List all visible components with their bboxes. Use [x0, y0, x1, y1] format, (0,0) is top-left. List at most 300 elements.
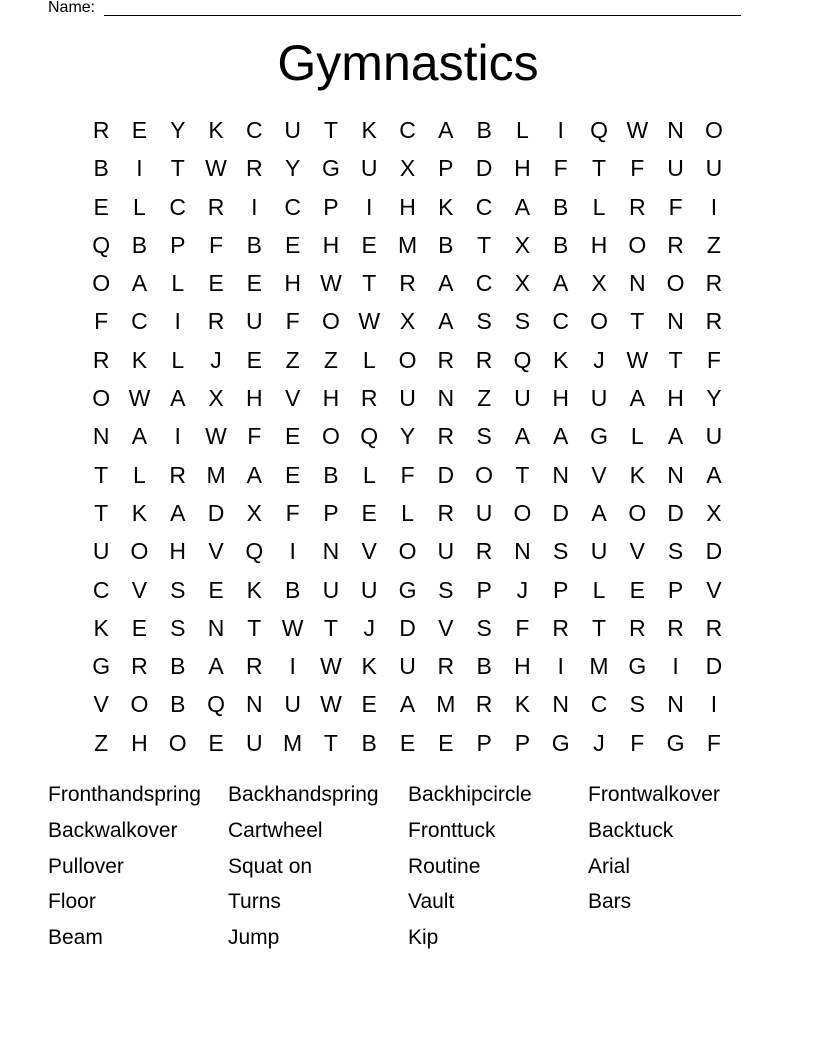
grid-letter: G: [551, 729, 570, 756]
grid-letter: I: [557, 653, 564, 680]
grid-letter: O: [628, 231, 647, 258]
grid-row: [82, 188, 733, 226]
grid-letter: K: [361, 653, 377, 680]
grid-letter: P: [438, 155, 454, 182]
grid-letter: O: [398, 538, 417, 565]
grid-letter: O: [130, 691, 149, 718]
grid-letter: N: [667, 308, 684, 335]
grid-letter: I: [136, 155, 143, 182]
grid-letter: X: [514, 270, 531, 297]
page-title: Gymnastics: [277, 35, 539, 91]
grid-letter: G: [398, 576, 417, 603]
grid-letter: O: [666, 270, 685, 297]
grid-letter: R: [552, 614, 570, 641]
grid-letter: Z: [477, 385, 492, 412]
grid-letter: A: [438, 308, 454, 335]
grid-letter: Q: [590, 117, 608, 143]
grid-letter: R: [92, 346, 110, 373]
grid-letter: B: [170, 691, 186, 718]
grid-letter: Q: [513, 346, 532, 373]
grid-letter: A: [438, 270, 454, 297]
grid-letter: J: [210, 346, 222, 373]
grid-letter: N: [667, 691, 684, 718]
grid-letter: K: [246, 576, 262, 603]
grid-letter: N: [207, 614, 225, 641]
grid-letter: D: [475, 155, 493, 182]
grid-letter: T: [630, 308, 645, 335]
grid-letter: M: [397, 231, 418, 258]
grid-letter: K: [514, 691, 531, 718]
word-list-item: Beam: [48, 926, 103, 950]
grid-letter: G: [666, 729, 685, 756]
grid-letter: S: [476, 423, 492, 450]
grid-letter: I: [672, 653, 679, 680]
grid-letter: F: [630, 729, 645, 756]
grid-letter: I: [366, 193, 373, 220]
grid-letter: N: [667, 461, 684, 488]
grid-letter: Q: [360, 423, 379, 450]
grid-letter: T: [170, 155, 185, 182]
grid-letter: L: [401, 499, 414, 526]
grid-letter: A: [208, 653, 224, 680]
grid-letter: F: [553, 155, 568, 182]
grid-letter: H: [169, 538, 187, 565]
word-list-item: Fronttuck: [408, 818, 496, 842]
grid-letter: J: [363, 614, 375, 641]
grid-letter: R: [92, 117, 110, 143]
grid-letter: C: [131, 308, 148, 335]
grid-letter: R: [437, 499, 455, 526]
grid-letter: I: [710, 691, 718, 718]
grid-letter: W: [358, 308, 381, 335]
grid-letter: S: [514, 308, 531, 335]
grid-letter: J: [593, 729, 605, 756]
grid-letter: R: [705, 308, 723, 335]
grid-row: [82, 379, 733, 417]
grid-letter: T: [323, 614, 338, 641]
grid-letter: E: [361, 499, 377, 526]
grid-letter: U: [399, 653, 416, 680]
grid-letter: A: [514, 193, 531, 220]
grid-letter: T: [247, 614, 262, 641]
grid-letter: F: [247, 423, 262, 450]
grid-letter: L: [362, 346, 376, 373]
grid-letter: F: [630, 155, 645, 182]
grid-letter: B: [438, 231, 454, 258]
grid-letter: G: [590, 423, 608, 450]
grid-letter: V: [629, 538, 645, 565]
grid-letter: R: [246, 155, 263, 182]
grid-letter: A: [629, 385, 645, 412]
grid-letter: F: [668, 193, 683, 220]
grid-letter: T: [477, 231, 492, 258]
grid-letter: W: [320, 270, 342, 297]
word-list-item: Backhipcircle: [408, 783, 532, 806]
grid-letter: H: [590, 231, 608, 258]
grid-letter: U: [360, 576, 378, 603]
grid-letter: G: [321, 155, 340, 182]
grid-letter: H: [667, 385, 684, 412]
grid-letter: O: [590, 308, 608, 335]
grid-letter: F: [515, 614, 530, 641]
grid-letter: E: [361, 231, 377, 258]
grid-letter: N: [552, 691, 570, 718]
grid-letter: E: [208, 270, 224, 297]
grid-letter: R: [246, 653, 263, 680]
grid-letter: A: [706, 461, 722, 488]
grid-letter: E: [208, 576, 224, 603]
grid-letter: U: [322, 576, 340, 603]
grid-letter: R: [667, 231, 684, 258]
grid-letter: R: [628, 614, 646, 641]
grid-letter: N: [322, 538, 340, 565]
grid-letter: U: [590, 538, 608, 565]
grid-row: [82, 532, 733, 570]
grid-letter: Y: [170, 117, 186, 143]
word-list: [48, 777, 768, 956]
grid-letter: A: [438, 117, 454, 143]
word-list-item: Pullover: [48, 854, 124, 878]
grid-row: [82, 226, 733, 264]
grid-letter: E: [629, 576, 645, 603]
grid-letter: T: [591, 155, 607, 182]
grid-letter: Q: [92, 231, 111, 258]
grid-letter: S: [170, 576, 186, 603]
grid-letter: X: [246, 499, 262, 526]
grid-letter: H: [514, 155, 531, 182]
grid-letter: H: [322, 385, 340, 412]
grid-letter: O: [513, 499, 532, 526]
grid-letter: R: [475, 691, 493, 718]
grid-letter: A: [514, 423, 531, 450]
grid-letter: S: [476, 308, 492, 335]
grid-letter: V: [591, 461, 607, 488]
grid-letter: R: [399, 270, 416, 297]
grid-letter: B: [246, 231, 262, 258]
grid-row: [82, 494, 733, 532]
grid-letter: Q: [245, 538, 264, 565]
grid-letter: O: [92, 385, 111, 412]
grid-letter: W: [205, 423, 227, 450]
grid-letter: U: [284, 117, 301, 143]
grid-letter: X: [591, 270, 607, 297]
word-list-item: Backtuck: [588, 818, 674, 842]
grid-letter: P: [170, 231, 186, 258]
word-list-item: Kip: [408, 926, 439, 950]
grid-letter: A: [131, 423, 148, 450]
grid-row: [82, 456, 733, 494]
grid-letter: C: [284, 193, 301, 220]
grid-letter: K: [438, 193, 454, 220]
grid-letter: E: [284, 423, 301, 450]
grid-letter: W: [205, 155, 227, 182]
grid-letter: R: [475, 538, 493, 565]
grid-letter: U: [399, 385, 416, 412]
grid-row: [82, 111, 733, 149]
grid-letter: P: [323, 499, 339, 526]
grid-letter: L: [516, 117, 529, 143]
grid-letter: R: [169, 461, 187, 488]
grid-letter: A: [399, 691, 416, 718]
grid-letter: E: [131, 117, 148, 143]
grid-row: [82, 149, 733, 187]
grid-letter: O: [628, 499, 647, 526]
grid-letter: S: [553, 538, 569, 565]
grid-letter: P: [323, 193, 339, 220]
grid-letter: X: [514, 231, 531, 258]
grid-letter: Y: [706, 385, 722, 412]
grid-letter: N: [246, 691, 263, 718]
grid-letter: K: [93, 614, 109, 641]
grid-letter: K: [553, 346, 569, 373]
grid-letter: A: [170, 499, 186, 526]
grid-letter: G: [92, 653, 111, 680]
grid-letter: R: [437, 423, 455, 450]
grid-letter: R: [705, 270, 723, 297]
grid-letter: X: [706, 499, 722, 526]
grid-letter: E: [208, 729, 224, 756]
grid-letter: V: [208, 538, 224, 565]
grid-letter: K: [131, 346, 148, 373]
grid-letter: B: [93, 155, 109, 182]
grid-letter: S: [667, 538, 684, 565]
grid-row: [82, 571, 733, 609]
grid-letter: O: [321, 308, 340, 335]
grid-letter: I: [710, 193, 718, 220]
grid-letter: S: [476, 614, 492, 641]
grid-letter: R: [667, 614, 684, 641]
grid-letter: R: [207, 308, 225, 335]
grid-letter: T: [591, 614, 607, 641]
grid-letter: S: [438, 576, 454, 603]
grid-letter: H: [246, 385, 263, 412]
word-list-item: Vault: [408, 890, 455, 914]
grid-letter: O: [168, 729, 187, 756]
grid-letter: L: [630, 423, 644, 450]
grid-letter: Q: [207, 691, 225, 718]
grid-letter: B: [476, 653, 492, 680]
grid-letter: E: [438, 729, 454, 756]
grid-letter: O: [92, 270, 111, 297]
grid-letter: J: [516, 576, 529, 603]
grid-letter: U: [246, 308, 263, 335]
grid-letter: U: [705, 423, 723, 450]
grid-letter: F: [209, 231, 224, 258]
word-list-item: Bars: [588, 890, 632, 914]
word-list-item: Squat on: [228, 854, 313, 878]
grid-letter: D: [705, 538, 723, 565]
grid-letter: O: [398, 346, 417, 373]
grid-letter: I: [174, 423, 181, 450]
grid-letter: U: [437, 538, 455, 565]
grid-letter: R: [360, 385, 378, 412]
grid-letter: I: [251, 193, 258, 220]
grid-letter: H: [322, 231, 340, 258]
word-list-item: Frontwalkover: [588, 783, 720, 806]
grid-row: [82, 724, 733, 762]
grid-letter: C: [590, 691, 608, 718]
grid-letter: W: [320, 691, 342, 718]
grid-letter: H: [131, 729, 148, 756]
grid-letter: X: [399, 155, 416, 182]
grid-letter: R: [705, 614, 723, 641]
name-underline: [104, 15, 741, 16]
grid-letter: T: [94, 499, 109, 526]
grid-letter: C: [246, 117, 263, 143]
grid-letter: G: [628, 653, 647, 680]
grid-letter: O: [130, 538, 149, 565]
grid-letter: U: [246, 729, 263, 756]
grid-row: [82, 417, 733, 455]
name-label: Name:: [48, 0, 96, 16]
grid-letter: U: [514, 385, 531, 412]
grid-letter: B: [284, 576, 301, 603]
grid-letter: H: [514, 653, 531, 680]
grid-letter: N: [552, 461, 570, 488]
grid-letter: O: [475, 461, 494, 488]
grid-letter: U: [667, 155, 684, 182]
grid-letter: B: [323, 461, 339, 488]
grid-row: [82, 302, 733, 340]
word-list-item: Cartwheel: [228, 818, 323, 842]
grid-letter: N: [667, 117, 684, 143]
word-list-item: Floor: [48, 890, 96, 914]
grid-letter: F: [285, 308, 300, 335]
grid-letter: C: [399, 117, 416, 143]
grid-letter: L: [171, 270, 185, 297]
grid-letter: R: [131, 653, 148, 680]
grid-letter: X: [208, 385, 224, 412]
grid-row: [82, 685, 733, 723]
grid-letter: Z: [323, 346, 338, 373]
grid-letter: F: [94, 308, 109, 335]
grid-letter: R: [475, 346, 493, 373]
grid-letter: B: [131, 231, 148, 258]
grid-letter: D: [399, 614, 416, 641]
grid-letter: U: [705, 155, 723, 182]
grid-letter: F: [706, 729, 721, 756]
grid-letter: E: [93, 193, 109, 220]
grid-letter: A: [131, 270, 148, 297]
grid-letter: T: [323, 117, 338, 143]
grid-letter: U: [360, 155, 378, 182]
grid-letter: S: [170, 614, 186, 641]
grid-letter: W: [626, 117, 649, 143]
grid-letter: I: [289, 653, 296, 680]
grid-letter: C: [552, 308, 570, 335]
grid-letter: U: [475, 499, 493, 526]
grid-letter: L: [592, 576, 606, 603]
grid-letter: H: [399, 193, 416, 220]
grid-letter: E: [131, 614, 148, 641]
grid-letter: I: [557, 117, 564, 143]
grid-letter: Y: [284, 155, 301, 182]
grid-letter: P: [476, 576, 492, 603]
grid-letter: V: [361, 538, 377, 565]
grid-letter: Z: [706, 231, 721, 258]
grid-letter: T: [668, 346, 683, 373]
grid-letter: W: [626, 346, 649, 373]
grid-letter: R: [437, 346, 455, 373]
grid-letter: M: [283, 729, 303, 756]
grid-letter: S: [629, 691, 645, 718]
grid-row: [82, 609, 733, 647]
grid-letter: J: [593, 346, 605, 373]
word-list-item: Fronthandspring: [48, 783, 201, 806]
grid-letter: D: [667, 499, 684, 526]
grid-letter: R: [437, 653, 455, 680]
grid-letter: D: [552, 499, 570, 526]
word-list-item: Arial: [588, 854, 631, 878]
grid-letter: U: [284, 691, 301, 718]
grid-letter: N: [628, 270, 646, 297]
grid-letter: B: [553, 231, 569, 258]
grid-letter: W: [128, 385, 151, 412]
grid-letter: C: [475, 270, 493, 297]
grid-letter: K: [131, 499, 148, 526]
grid-letter: Z: [285, 346, 300, 373]
grid-letter: B: [361, 729, 377, 756]
grid-letter: N: [514, 538, 531, 565]
letter-grid: [82, 111, 733, 762]
grid-letter: F: [400, 461, 415, 488]
grid-letter: E: [284, 231, 301, 258]
grid-letter: V: [131, 576, 148, 603]
grid-letter: V: [284, 385, 301, 412]
grid-letter: M: [589, 653, 609, 680]
grid-letter: C: [169, 193, 187, 220]
word-list-item: Turns: [228, 890, 281, 914]
grid-letter: E: [246, 270, 262, 297]
word-list-item: Backwalkover: [48, 818, 178, 842]
grid-letter: D: [207, 499, 225, 526]
grid-letter: M: [206, 461, 226, 488]
grid-row: [82, 341, 733, 379]
grid-letter: A: [246, 461, 262, 488]
grid-letter: N: [437, 385, 455, 412]
grid-letter: B: [170, 653, 186, 680]
grid-letter: N: [92, 423, 110, 450]
grid-letter: V: [438, 614, 454, 641]
grid-letter: U: [92, 538, 110, 565]
grid-letter: H: [284, 270, 301, 297]
grid-letter: L: [171, 346, 185, 373]
grid-letter: H: [552, 385, 570, 412]
grid-letter: W: [320, 653, 342, 680]
grid-letter: T: [323, 729, 338, 756]
grid-letter: E: [399, 729, 416, 756]
grid-letter: K: [629, 461, 645, 488]
grid-letter: D: [437, 461, 455, 488]
grid-letter: L: [362, 461, 376, 488]
grid-letter: T: [94, 461, 109, 488]
grid-letter: W: [281, 614, 304, 641]
grid-letter: P: [514, 729, 531, 756]
grid-letter: E: [284, 461, 301, 488]
grid-letter: L: [133, 461, 146, 488]
grid-letter: M: [436, 691, 456, 718]
grid-letter: Z: [94, 729, 109, 756]
word-list-item: Backhandspring: [228, 783, 379, 806]
word-list-item: Jump: [228, 926, 280, 950]
grid-letter: C: [475, 193, 493, 220]
grid-letter: K: [361, 117, 377, 143]
grid-letter: T: [362, 270, 377, 297]
grid-letter: C: [92, 576, 110, 603]
grid-letter: A: [591, 499, 607, 526]
grid-letter: I: [174, 308, 181, 335]
word-list-item: Routine: [408, 854, 481, 878]
